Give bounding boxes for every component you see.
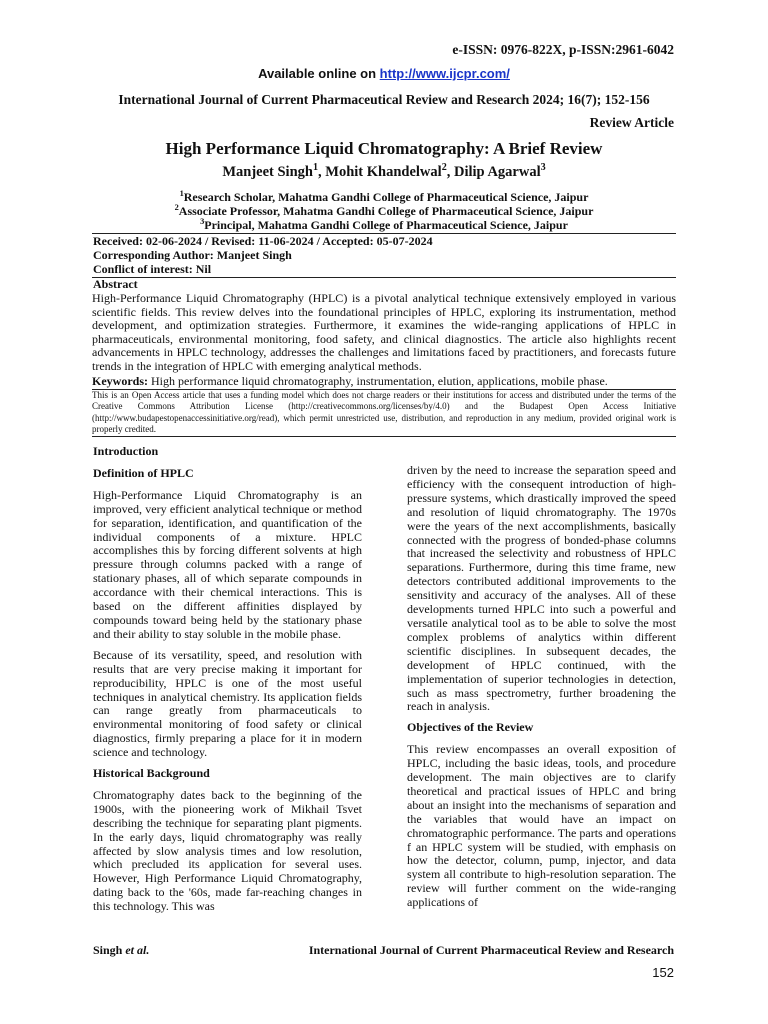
divider	[92, 436, 676, 437]
journal-link[interactable]: http://www.ijcpr.com/	[379, 66, 510, 81]
issn-line: e-ISSN: 0976-822X, p-ISSN:2961-6042	[452, 42, 674, 57]
objectives-paragraph: This review encompasses an overall exposition of HPLC, including the basic ideas, tools, and procedure development. The main objectives are to clarify theoretical and practical issues of HPLC and bring about an insight into the mechanisms of separation and the variables that would have an impact on chromatographic performance. The parts and operations f an HPLC system will be studied, with emphasis on how the detector, column, pump, injector, and data system all contribute to high-resolution separation. The review will further comment on the wide-ranging applications of	[407, 742, 677, 910]
keywords-label: Keywords:	[92, 374, 148, 388]
intro-heading: Introduction	[93, 444, 159, 458]
definition-paragraph-1: High-Performance Liquid Chromatography is an improved, very efficient analytical technique or method for separation, identification, and quantification of the individual components of a mixture. HPLC accomplishes this by forcing different solvents at high pressure through columns packed with a range of stationary phases, all of which separate compounds in accordance with their chemical interactions. This is based on the different affinities displayed by compounds toward being held by the stationary phase and their ability to stay soluble in the mobile phase.	[93, 487, 362, 641]
affiliation-1: $^1$Research Scholar, Mahatma Gandhi College of Pharmaceutical Science, Jaipur	[179, 189, 589, 204]
affiliation-3: $^3$Principal, Mahatma Gandhi College of Pharmaceutical Science, Jaipur	[200, 217, 568, 232]
history-heading: Historical Background	[93, 766, 210, 781]
right-column	[407, 464, 676, 917]
author-name: Dilip Agarwal	[454, 164, 541, 180]
article-title: High Performance Liquid Chromatography: A Brief Review	[165, 139, 603, 158]
author-sup: 2	[441, 162, 447, 174]
abstract-text: High-Performance Liquid Chromatography (HPLC) is a pivotal analytical technique extensively employed in various scientific fields. This review delves into the foundational principles of HPLC, exploring its instrumentation, method development, and optimization strategies. Furthermore, it examines the wide-ranging applications of HPLC in pharmaceuticals, environmental monitoring, food safety, and clinical diagnostics. The article also highlights recent advancements in HPLC technology, addresses the challenges and limitations faced by practitioners, and forecasts future trends in the integration of HPLC with emerging analytical methods.	[92, 291, 676, 373]
objectives-heading: Objectives of the Review	[407, 720, 534, 735]
available-label: Available online on	[258, 66, 380, 81]
author-name: Manjeet Singh	[222, 164, 313, 180]
footer-author: Singh et al.	[93, 943, 150, 957]
license-text: This is an Open Access article that uses a funding model which does not charge readers or their institutions for access and distributed under the terms of the Creative Commons Attribution License (http://creativecommons.org/licenses/by/4.0) and the Budapest Open Access Initiative (http://www.budapestopenaccessinitiative.org/read), which permit unrestricted use, distribution, and reproduction in any medium, provided original work is properly credited.	[92, 390, 676, 435]
page-number: 152	[652, 965, 674, 980]
conflict-of-interest: Conflict of interest: Nil	[93, 262, 212, 276]
dates-line: Received: 02-06-2024 / Revised: 11-06-2024 / Accepted: 05-07-2024	[93, 234, 433, 248]
journal-citation: International Journal of Current Pharmaceutical Review and Research 2024; 16(7); 152-156	[118, 92, 650, 107]
keywords-line	[92, 375, 676, 389]
divider	[92, 277, 676, 278]
author-sup: 1	[312, 162, 319, 174]
available-online	[0, 66, 768, 81]
corresponding-author: Corresponding Author: Manjeet Singh	[93, 248, 292, 262]
left-column	[93, 445, 362, 921]
author-sup: 3	[540, 162, 546, 174]
footer-journal: International Journal of Current Pharmaceutical Review and Research	[308, 943, 674, 957]
article-type: Review Article	[589, 115, 674, 130]
author-name: Mohit Khandelwal	[325, 164, 442, 180]
definition-heading: Definition of HPLC	[93, 465, 194, 480]
history-paragraph-cont: driven by the need to increase the separation speed and efficiency with the consequent introduction of high-pressure systems, which drastically improved the speed and resolution of liquid chromatography. The 1970s were the years of the next accomplishments, basically connected with the progress of bonded-phase columns that increased the selectivity and robustness of HPLC separations. Furthermore, during this time frame, new detectors contributed additional improvements to the sensitivity and accuracy of the analyses. All of these developments turned HPLC into such a powerful and versatile analytical tool as to be able to solve the most complex problems of analytics within different scientific disciplines. In subsequent decades, the development of HPLC continued, with the implementation of superior technologies in detection, such as mass spectrometry, further broadening the reach in analysis.	[407, 463, 676, 714]
author-list: Manjeet Singh$^1$, Mohit Khandelwal$^2$, Dilip Agarwal$^3$	[222, 162, 546, 180]
keywords-list: High performance liquid chromatography, instrumentation, elution, applications, mobile phase.	[148, 374, 608, 388]
affiliation-2: $^2$Associate Professor, Mahatma Gandhi College of Pharmaceutical Science, Jaipur	[174, 203, 594, 218]
definition-paragraph-2: Because of its versatility, speed, and resolution with results that are very precise making it important for reproducibility, HPLC is one of the most useful techniques in analytical chemistry. Its application fields can range greatly from pharmaceuticals to environmental monitoring of food safety or clinical diagnostics, firmly preparing a place for it in modern science and technology.	[93, 647, 362, 760]
abstract-heading: Abstract	[93, 277, 138, 291]
history-paragraph: Chromatography dates back to the beginning of the 1900s, with the pioneering work of Mikhail Tsvet describing the technique for separating plant pigments. In the early days, liquid chromatography was really affected by slow analysis times and low resolution, which precluded its application for several uses. However, High Performance Liquid Chromatography, dating back to the '60s, made far-reaching changes in this technology. This was	[93, 787, 362, 914]
